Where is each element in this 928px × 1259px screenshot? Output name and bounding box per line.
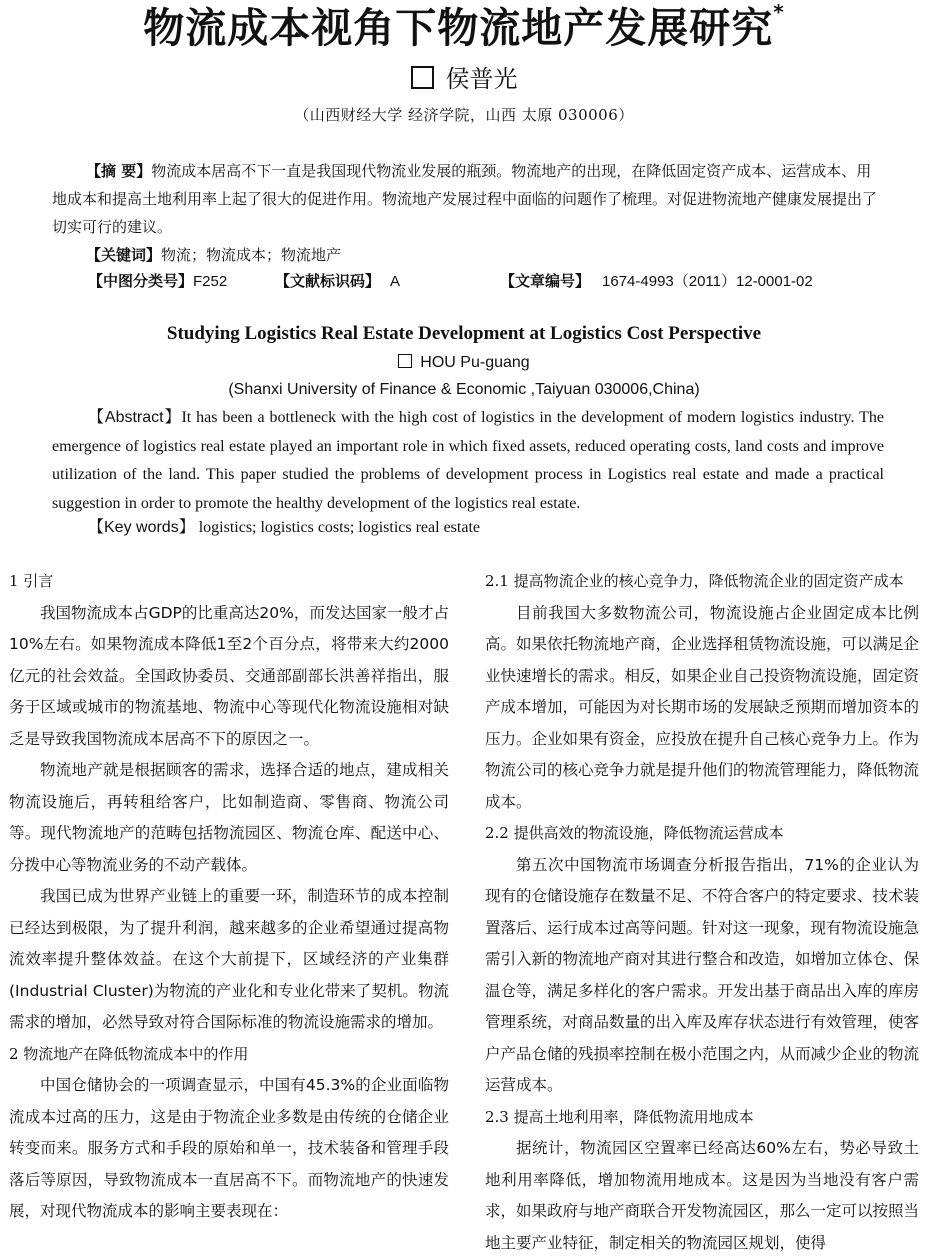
affiliation-en: (Shanxi University of Finance & Economic ,Taiyuan 030006,China) — [228, 381, 700, 398]
section-heading-2: 2 物流地产在降低物流成本中的作用 — [9, 1044, 249, 1063]
title-footnote-mark: * — [773, 0, 785, 24]
paragraph: 中国仓储协会的一项调查显示，中国有45.3%的企业面临物流成本过高的压力，这是由于物流企业多数是由传统的仓储企业转变而来。服务方式和手段的原始和单一，技术装备和管理手段落后等原因，导致物流成本一直居高不下。而物流地产的快速发展，对现代物流成本的影响主要表现在： — [9, 1076, 449, 1220]
paragraph: 我国物流成本占GDP的比重高达20%，而发达国家一般才占10%左右。如果物流成本降低1至2个百分点，将带来大约2000亿元的社会效益。全国政协委员、交通部副部长洪善祥指出，服务于区域或城市的物流基地、物流中心等现代化物流设施相对缺乏是导致我国物流成本居高不下的原因之一。 — [9, 603, 449, 748]
paragraph: 第五次中国物流市场调查分析报告指出，71%的企业认为现有的仓储设施存在数量不足、不符合客户的特定要求、技术装置落后、运行成本过高等问题。针对这一现象，现有物流设施急需引入新的物流地产商对其进行整合和改造，如增加立体仓、保温仓等，满足多样化的客户需求。开发出基于商品出入库的库房管理系统，对商品数量的出入库及库存状态进行有效管理，使客户产品仓储的残损率控制在极小范围之内，从而减少企业的物流运营成本。 — [485, 855, 920, 1094]
section-heading-2-1: 2.1 提高物流企业的核心竞争力，降低物流企业的固定资产成本 — [485, 572, 904, 590]
document-code: 【文献标识码】 A — [275, 272, 401, 290]
paragraph: 目前我国大多数物流公司，物流设施占企业固定成本比例高。如果依托物流地产商，企业选择租赁物流设施，可以满足企业快速增长的需求。相反，如果企业自己投资物流设施，固定资产成本增加，可能因为对长期市场的发展缺乏预期而增加资本的压力。企业如果有资金，应投放在提升自己核心竞争力上。作为物流公司的核心竞争力就是提升他们的物流管理能力，降低物流成本。 — [485, 603, 920, 811]
square-box-icon — [398, 354, 412, 368]
keywords-cn: 物流；物流成本；物流地产 — [161, 246, 342, 264]
abstract-label-cn: 【摘 要】 — [86, 162, 152, 180]
clc-number: 【中图分类号】F252 — [88, 272, 228, 290]
left-column — [9, 566, 449, 1228]
paragraph: 据统计，物流园区空置率已经高达60%左右，势必导致土地利用率降低，增加物流用地成本。这是因为当地没有客户需求，如果政府与地产商联合开发物流园区，那么一定可以按照当地主要产业特征，制定相关的物流园区规划，使得 — [485, 1139, 920, 1252]
right-column — [485, 566, 919, 1259]
keywords-en: 【Key words】 logistics; logistics costs; logistics real estate — [88, 519, 480, 536]
article-number: 【文章编号】 1674-4993（2011）12-0001-02 — [500, 272, 813, 290]
author-cn — [0, 62, 928, 96]
section-heading-1: 1 引言 — [9, 572, 54, 590]
abstract-en — [52, 404, 884, 518]
affiliation-cn: （山西财经大学 经济学院，山西 太原 030006） — [294, 106, 634, 124]
keywords-label-cn: 【关键词】 — [86, 246, 162, 264]
author-name-cn: 侯普光 — [445, 65, 518, 93]
section-heading-2-3: 2.3 提高土地利用率，降低物流用地成本 — [485, 1107, 754, 1126]
abstract-label-en: 【Abstract】 — [88, 409, 182, 426]
abstract-cn — [52, 157, 884, 269]
keywords-label-en: 【Key words】 — [88, 519, 195, 536]
abstract-text-en: It has been a bottleneck with the high cost of logistics in the development of modern logistics industry. The emergence of logistics real estate played an important role in which fixed assets, reduced operating costs, land costs and improve utilization of the land. This paper studied the problems of development process in Logistics real estate and made a practical suggestion in order to promote the healthy development of the logistics real estate. — [52, 409, 884, 512]
paragraph: 物流地产就是根据顾客的需求，选择合适的地点，建成相关物流设施后，再转租给客户，比如制造商、零售商、物流公司等。现代物流地产的范畴包括物流园区、物流仓库、配送中心、分拨中心等物流业务的不动产载体。 — [9, 761, 449, 874]
author-name-en: HOU Pu-guang — [420, 354, 530, 371]
abstract-text-cn: 物流成本居高不下一直是我国现代物流业发展的瓶颈。物流地产的出现，在降低固定资产成本、运营成本、用地成本和提高土地利用率上起了很大的促进作用。物流地产发展过程中面临的问题作了梳理。对促进物流地产健康发展提出了切实可行的建议。 — [52, 162, 878, 236]
section-heading-2-2: 2.2 提供高效的物流设施，降低物流运营成本 — [485, 824, 784, 842]
square-box-icon — [411, 66, 434, 89]
paper-title-en: Studying Logistics Real Estate Development at Logistics Cost Perspective — [166, 323, 762, 344]
author-en — [0, 350, 928, 376]
paper-title-cn: 物流成本视角下物流地产发展研究* — [143, 0, 785, 52]
paragraph: 我国已成为世界产业链上的重要一环，制造环节的成本控制已经达到极限，为了提升利润，越来越多的企业希望通过提高物流效率提升整体效益。在这个大前提下，区域经济的产业集群(Industrial Cluster)为物流的产业化和专业化带来了契机。物流需求的增加，必然导致对符合国际标准的物流设施需求的增加。 — [9, 887, 449, 1031]
